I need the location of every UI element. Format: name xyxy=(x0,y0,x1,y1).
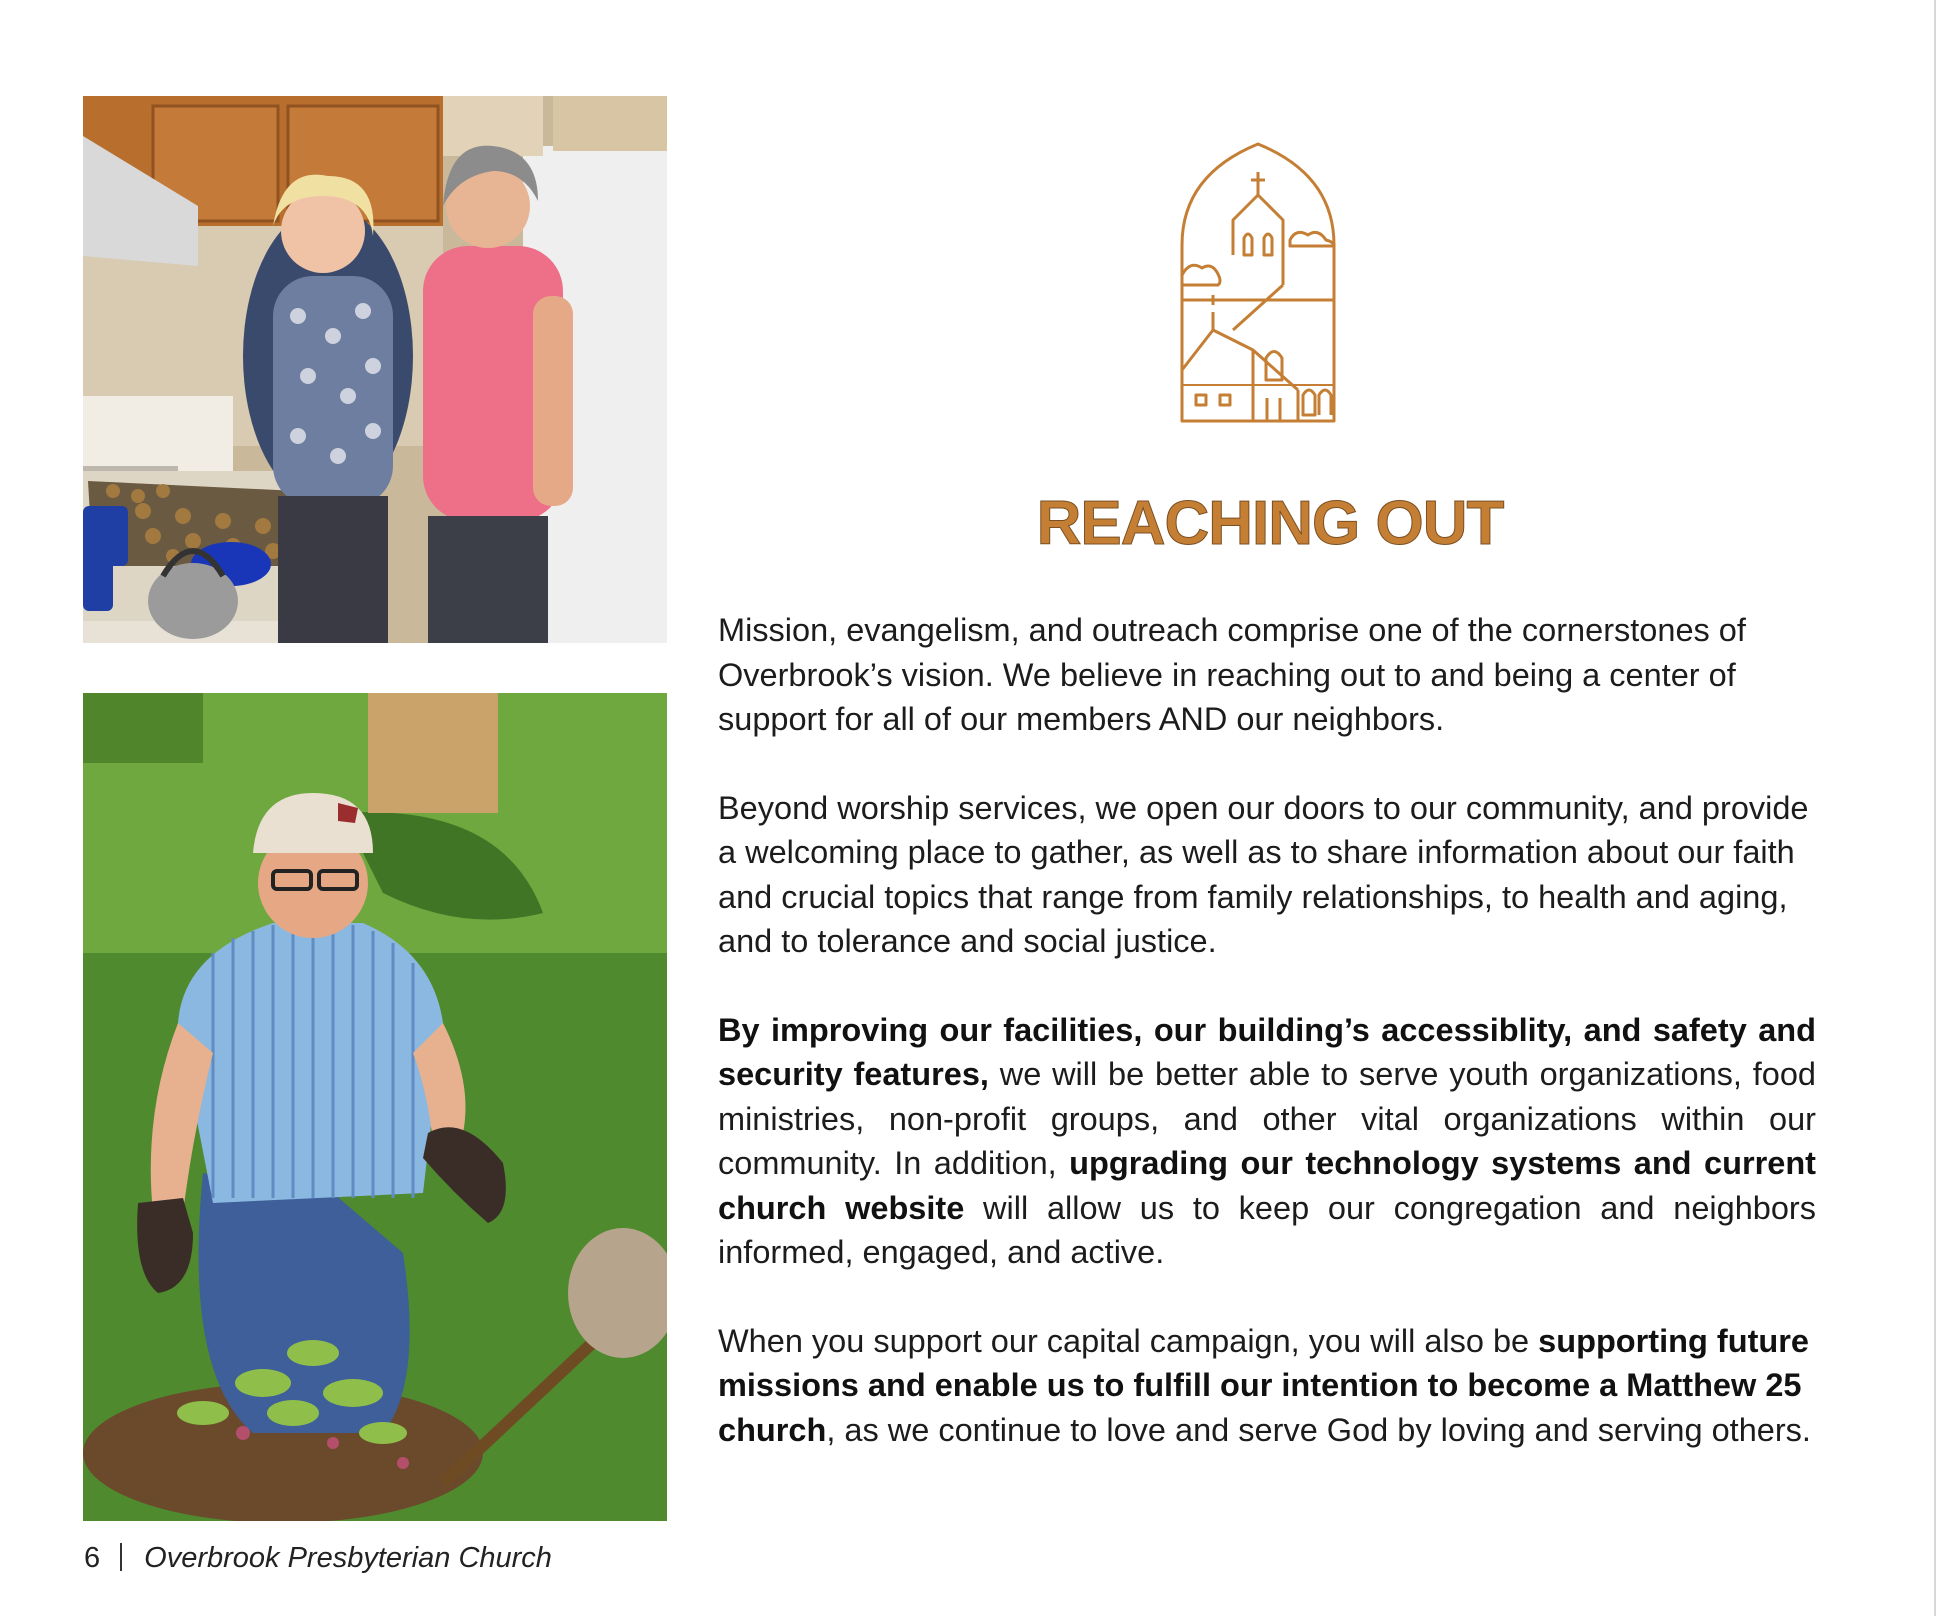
bold-missions: supporting future missions and enable us to fulfill our intention to become a Matthew 25 church xyxy=(718,1322,1809,1448)
church-name: Overbrook Presbyterian Church xyxy=(144,1542,552,1574)
footer-divider xyxy=(120,1543,122,1571)
paragraph-campaign xyxy=(718,1319,1816,1453)
text-support: When you support our capital campaign, you will also be xyxy=(718,1322,1539,1359)
bold-technology: upgrading our technology systems and current church website xyxy=(718,1145,1816,1226)
page-footer xyxy=(84,1542,552,1575)
text-serve: we will be better able to serve youth organizations, food ministries, non-profit groups, and other vital organizations within our community. In addition, xyxy=(718,1056,1816,1181)
body-text xyxy=(718,608,1816,1496)
photo-two-women-in-kitchen xyxy=(83,96,667,643)
page-title: REACHING OUT xyxy=(1036,489,1504,558)
text-loving: , as we continue to love and serve God by loving and serving others. xyxy=(826,1411,1811,1448)
page-number: 6 xyxy=(84,1542,101,1574)
bold-facilities: By improving our facilities, our building’s accessiblity, and safety and security features, xyxy=(718,1011,1816,1092)
paragraph-worship: Beyond worship services, we open our doors to our community, and provide a welcoming place to gather, as well as to share information about our faith and crucial topics that range from family relationships, to health and aging, and to tolerance and social justice. xyxy=(718,789,1809,959)
text-informed: will allow us to keep our congregation and neighbors informed, engaged, and active. xyxy=(718,1189,1816,1270)
paragraph-facilities xyxy=(718,1008,1816,1275)
church-arch-icon xyxy=(1178,140,1338,425)
paragraph-mission: Mission, evangelism, and outreach comprise one of the cornerstones of Overbrook’s vision. We believe in reaching out to and being a center of support for all of our members AND our neighbors. xyxy=(718,612,1746,737)
photo-man-gardening xyxy=(83,693,667,1521)
